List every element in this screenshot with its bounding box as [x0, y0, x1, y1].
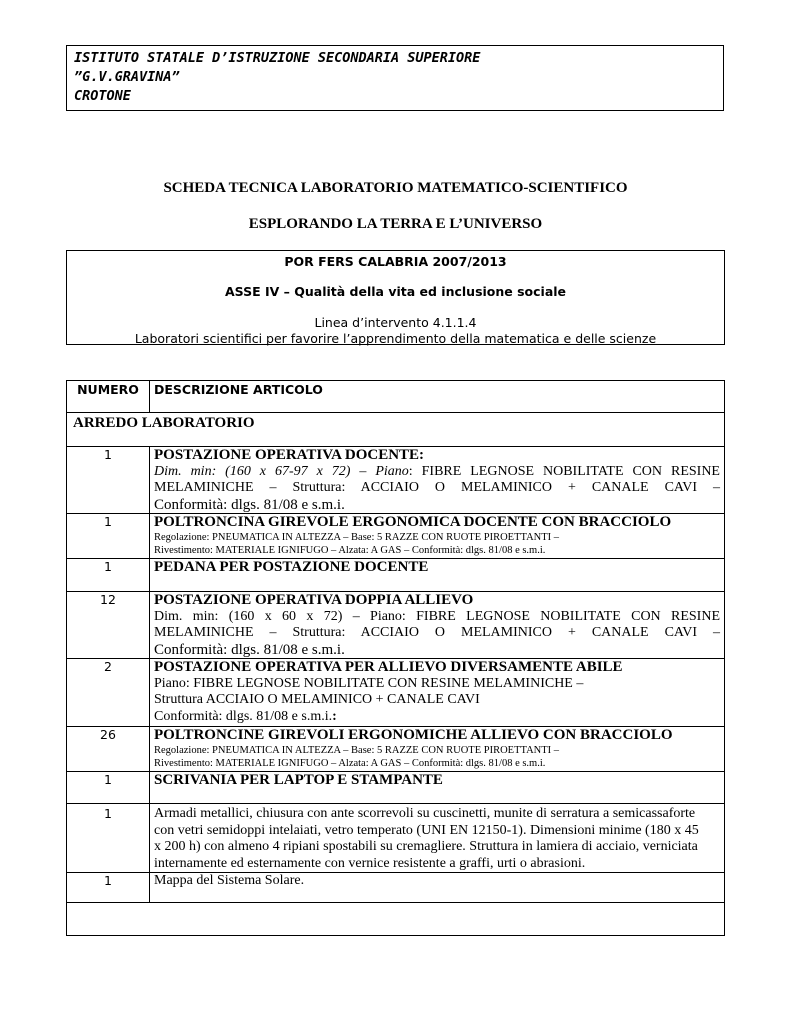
item-colon: : — [332, 708, 337, 724]
item-title: SCRIVANIA PER LAPTOP E STAMPANTE — [154, 772, 443, 788]
item-desc-line: Armadi metallici, chiusura con ante scorrevoli su cuscinetti, munite di serratura a semicassaforte — [154, 806, 696, 821]
item-description — [150, 514, 725, 559]
item-desc-line: Conformità: dlgs. 81/08 e s.m.i. — [154, 641, 345, 658]
item-desc-line — [154, 464, 720, 481]
school-header-box — [66, 45, 724, 111]
item-desc-line: Conformità: dlgs. 81/08 e s.m.i. — [154, 496, 345, 513]
item-quantity: 12 — [67, 592, 150, 659]
item-title: PEDANA PER POSTAZIONE DOCENTE — [154, 559, 429, 575]
column-header-numero: NUMERO — [67, 381, 150, 413]
item-desc-line — [154, 709, 720, 726]
item-desc-line: Regolazione: PNEUMATICA IN ALTEZZA – Base: 5 RAZZE CON RUOTE PIROETTANTI – — [154, 531, 560, 543]
item-quantity: 1 — [67, 772, 150, 804]
item-desc-line: con vetri semidoppi intelaiati, vetro temperato (UNI EN 12150-1). Dimensioni minime (180 x 45 — [154, 822, 699, 838]
item-quantity: 2 — [67, 659, 150, 727]
item-quantity: 1 — [67, 559, 150, 592]
item-desc-line: Mappa del Sistema Solare. — [154, 873, 305, 888]
item-desc-line: Regolazione: PNEUMATICA IN ALTEZZA – Base: 5 RAZZE CON RUOTE PIROETTANTI – — [154, 744, 560, 756]
table-row — [67, 727, 725, 772]
table-header-row — [67, 381, 725, 413]
item-title: POSTAZIONE OPERATIVA PER ALLIEVO DIVERSAMENTE ABILE — [154, 659, 623, 675]
table-row — [67, 659, 725, 727]
item-quantity: 1 — [67, 873, 150, 903]
item-description — [150, 659, 725, 727]
table-row — [67, 873, 725, 903]
item-desc-line: Rivestimento: MATERIALE IGNIFUGO – Alzata: A GAS – Conformità: dlgs. 81/08 e s.m.i. — [154, 544, 546, 556]
table-row — [67, 804, 725, 873]
item-desc-line: internamente ed esternamente con vernice resistente a graffi, urti o abrasioni. — [154, 855, 586, 871]
item-desc-line: MELAMINICHE – Struttura: ACCIAIO O MELAMINICO + CANALE CAVI – — [154, 625, 720, 640]
item-dimension-label: Dim. min: (160 x 67-97 x 72) – Piano — [154, 463, 409, 479]
program-axis: ASSE IV – Qualità della vita ed inclusione sociale — [224, 284, 567, 299]
item-desc-line: Rivestimento: MATERIALE IGNIFUGO – Alzata: A GAS – Conformità: dlgs. 81/08 e s.m.i. — [154, 757, 546, 769]
table-row — [67, 559, 725, 592]
item-desc-line: x 200 h) con almeno 4 ripiani spostabili su cremagliere. Struttura in lamiera di acciaio, verniciata — [154, 839, 698, 854]
school-name: ISTITUTO STATALE D’ISTRUZIONE SECONDARIA SUPERIORE — [74, 50, 481, 66]
item-desc-line: Struttura ACCIAIO O MELAMINICO + CANALE CAVI — [154, 692, 480, 707]
item-title: POLTRONCINA GIREVOLE ERGONOMICA DOCENTE CON BRACCIOLO — [154, 514, 672, 530]
item-description — [150, 559, 725, 592]
item-quantity: 1 — [67, 514, 150, 559]
school-dedication: ”G.V.GRAVINA” — [74, 69, 180, 85]
item-quantity: 26 — [67, 727, 150, 772]
empty-cell — [67, 903, 725, 936]
empty-row — [67, 903, 725, 936]
item-description — [150, 772, 725, 804]
school-city: CROTONE — [74, 88, 131, 104]
item-description — [150, 727, 725, 772]
item-title: POSTAZIONE OPERATIVA DOCENTE: — [154, 447, 425, 463]
item-desc-line: Dim. min: (160 x 60 x 72) – Piano: FIBRE LEGNOSE NOBILITATE CON RESINE — [154, 608, 720, 624]
item-title: POSTAZIONE OPERATIVA DOPPIA ALLIEVO — [154, 592, 474, 608]
program-box — [66, 250, 725, 345]
section-row — [67, 413, 725, 447]
item-desc-line: Piano: FIBRE LEGNOSE NOBILITATE CON RESINE MELAMINICHE – — [154, 675, 584, 691]
item-description — [150, 592, 725, 659]
program-action-line: Linea d’intervento 4.1.1.4 — [314, 315, 477, 330]
item-description — [150, 804, 725, 873]
column-header-descrizione: DESCRIZIONE ARTICOLO — [150, 381, 725, 413]
document-title: SCHEDA TECNICA LABORATORIO MATEMATICO-SCIENTIFICO — [163, 180, 628, 196]
program-name: POR FERS CALABRIA 2007/2013 — [284, 254, 507, 269]
item-quantity: 1 — [67, 447, 150, 514]
item-desc-text: : FIBRE LEGNOSE NOBILITATE CON RESINE — [408, 463, 720, 479]
table-row — [67, 592, 725, 659]
item-description — [150, 873, 725, 903]
section-title: ARREDO LABORATORIO — [67, 413, 725, 447]
table-row — [67, 772, 725, 804]
item-quantity: 1 — [67, 804, 150, 873]
project-title: ESPLORANDO LA TERRA E L’UNIVERSO — [248, 216, 543, 232]
program-description: Laboratori scientifici per favorire l’apprendimento della matematica e delle scienze — [134, 331, 657, 346]
table-row — [67, 447, 725, 514]
item-conformity: Conformità: dlgs. 81/08 e s.m.i. — [154, 708, 333, 724]
item-desc-line: MELAMINICHE – Struttura: ACCIAIO O MELAMINICO + CANALE CAVI – — [154, 480, 720, 495]
item-title: POLTRONCINE GIREVOLI ERGONOMICHE ALLIEVO CON BRACCIOLO — [154, 727, 673, 743]
items-table — [66, 380, 725, 936]
table-row — [67, 514, 725, 559]
item-description — [150, 447, 725, 514]
